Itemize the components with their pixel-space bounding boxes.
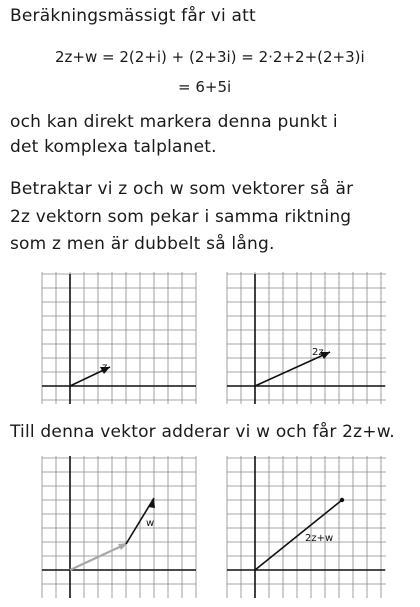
- label-2z-plus-w: 2z+w: [305, 533, 334, 544]
- paragraph-1-line-1: och kan direkt markera denna punkt i: [10, 112, 338, 132]
- paragraph-2-line-1: Betraktar vi z och w som vektorer så är: [10, 179, 354, 199]
- intro-line: Beräkningsmässigt får vi att: [10, 6, 256, 26]
- label-2z: 2z: [312, 347, 324, 358]
- diagram-2z-plus-w-step: [40, 452, 200, 602]
- diagram-z: [40, 268, 200, 408]
- equation-line-2: = 6+5i: [178, 78, 232, 96]
- arrowhead-w: [148, 498, 155, 508]
- diagram-2z: [225, 268, 390, 408]
- paragraph-3-line-1: Till denna vektor adderar vi w och får 2z+w.: [10, 422, 395, 442]
- equation-line-1: 2z+w = 2(2+i) + (2+3i) = 2·2+2+(2+3)i: [55, 48, 365, 66]
- label-w: w: [146, 518, 155, 529]
- paragraph-2-line-2: 2z vektorn som pekar i samma riktning: [10, 207, 352, 227]
- paragraph-2-line-3: som z men är dubbelt så lång.: [10, 234, 275, 254]
- grid: [42, 456, 196, 598]
- endpoint-2z-plus-w: [340, 498, 344, 502]
- diagram-2z-plus-w: [225, 452, 390, 602]
- grid: [227, 272, 386, 404]
- grid: [42, 272, 196, 404]
- grid: [227, 456, 386, 598]
- paragraph-1-line-2: det komplexa talplanet.: [10, 137, 217, 157]
- label-z: z: [102, 362, 108, 373]
